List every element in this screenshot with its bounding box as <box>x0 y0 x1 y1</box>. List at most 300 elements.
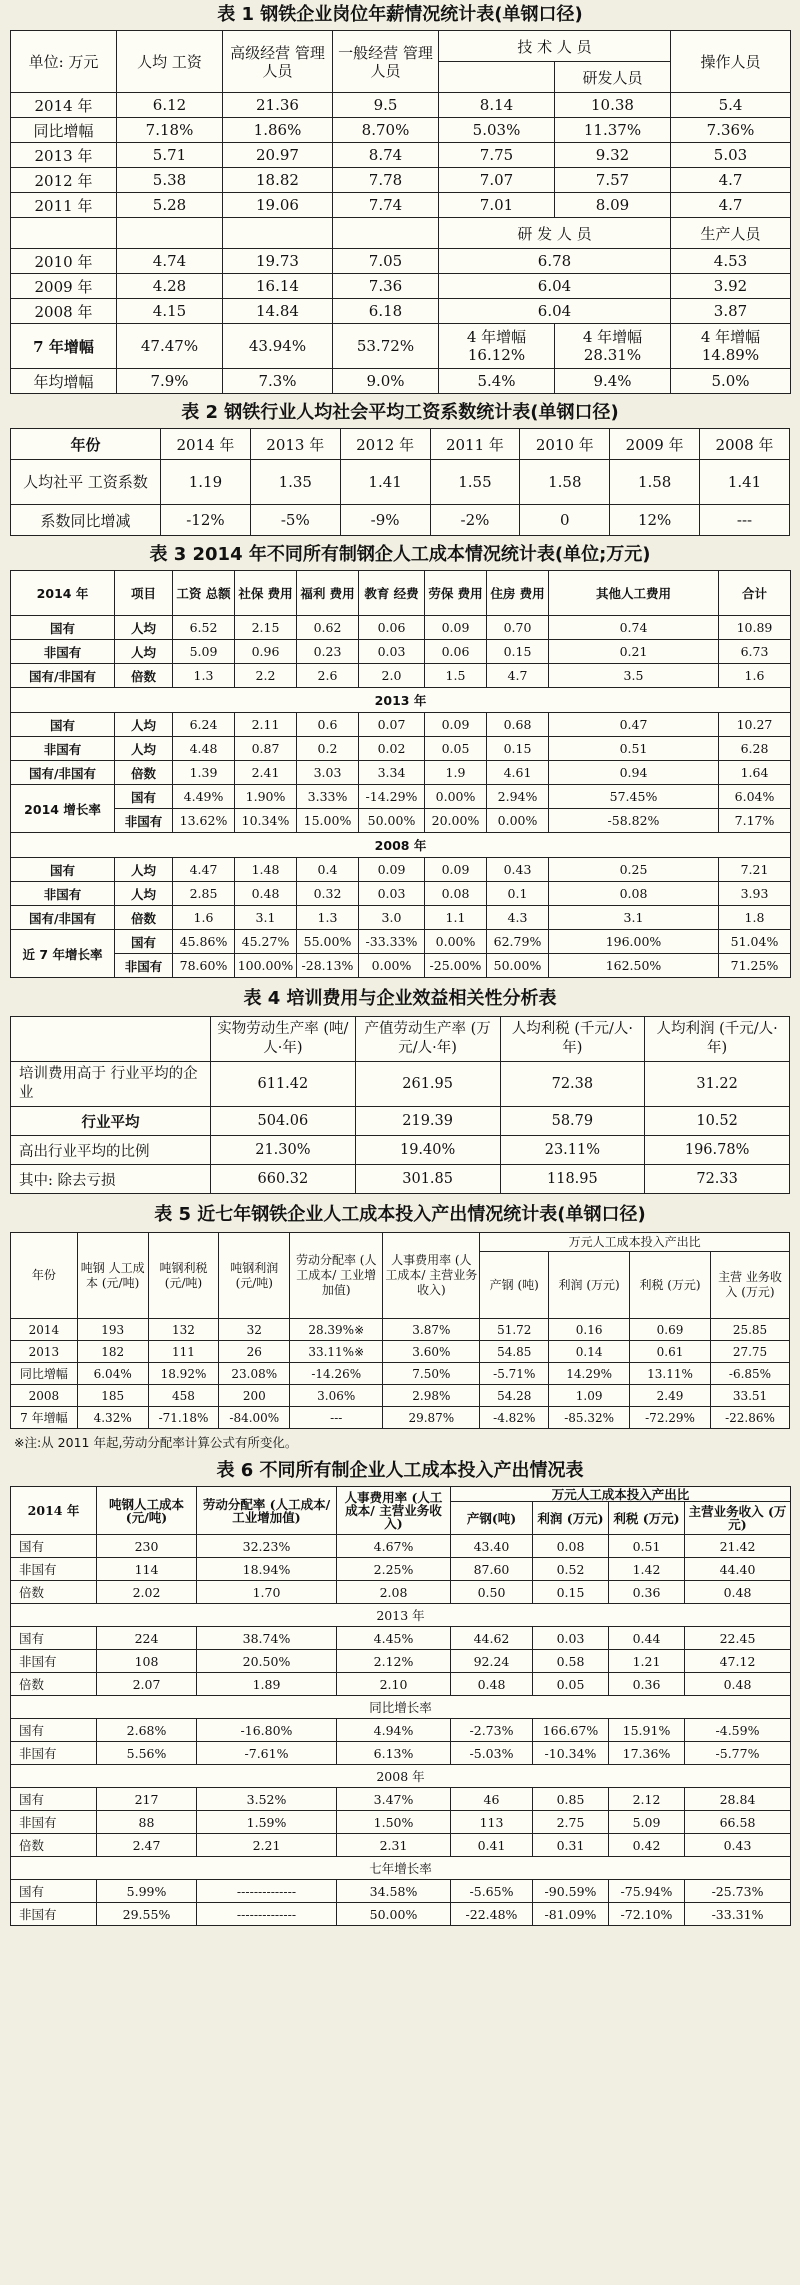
table-cell: 7.17% <box>719 809 791 833</box>
header-cell: 吨钢 人工成本 (元/吨) <box>77 1233 148 1319</box>
table-cell: 0.36 <box>609 1673 685 1696</box>
table-cell: 国有 <box>11 858 115 882</box>
header-cell <box>11 1017 211 1062</box>
header-cell: 劳动分配率 (人工成本/ 工业增加值) <box>290 1233 383 1319</box>
table-row <box>11 1017 790 1062</box>
table-3 <box>10 570 791 978</box>
header-cell: 万元人工成本投入产出比 <box>451 1487 791 1502</box>
table-cell: 26 <box>219 1341 290 1363</box>
table-cell: 非国有 <box>11 737 115 761</box>
header-cell: 研 发 人 员 <box>439 218 671 249</box>
table-cell: 50.00% <box>359 809 425 833</box>
table-cell: 5.4% <box>439 369 555 394</box>
table-cell: 20.50% <box>197 1650 337 1673</box>
table-cell: 1.9 <box>425 761 487 785</box>
table-row <box>11 1604 791 1627</box>
table-cell: -33.31% <box>685 1903 791 1926</box>
table-row <box>11 168 791 193</box>
table-2-title: 表 2 钢铁行业人均社会平均工资系数统计表(单钢口径) <box>181 402 619 423</box>
table-cell: 非国有 <box>11 1903 97 1926</box>
table-cell: 0.51 <box>549 737 719 761</box>
table-cell: 国有 <box>11 1535 97 1558</box>
table-3-title: 表 3 2014 年不同所有制钢企人工成本情况统计表(单位;万元) <box>149 544 651 565</box>
header-cell: 万元人工成本投入产出比 <box>480 1233 790 1252</box>
table-row <box>11 640 791 664</box>
table-cell: 0.00% <box>425 930 487 954</box>
table-cell: 20.97 <box>223 143 333 168</box>
table-row <box>11 193 791 218</box>
header-cell: 利税 (万元) <box>609 1502 685 1535</box>
table-cell: 0.21 <box>549 640 719 664</box>
table-cell: -2% <box>430 505 520 536</box>
table-cell: 0.44 <box>609 1627 685 1650</box>
table-cell: 18.82 <box>223 168 333 193</box>
table-4-title: 表 4 培训费用与企业效益相关性分析表 <box>243 988 557 1009</box>
table-cell: 261.95 <box>355 1062 500 1107</box>
table-cell: -16.80% <box>197 1719 337 1742</box>
table-cell: 倍数 <box>115 906 173 930</box>
table-cell: 1.64 <box>719 761 791 785</box>
table-cell: 1.5 <box>425 664 487 688</box>
table-cell: 18.92% <box>148 1363 219 1385</box>
table-row <box>11 882 791 906</box>
table-cell: 0.16 <box>549 1319 630 1341</box>
table-row <box>11 143 791 168</box>
table-cell: 4.53 <box>671 249 791 274</box>
table-row <box>11 460 790 505</box>
table-cell: 8.09 <box>555 193 671 218</box>
table-row <box>11 1136 790 1165</box>
table-cell: 27.75 <box>711 1341 790 1363</box>
header-cell: 高级经营 管理人员 <box>223 31 333 93</box>
header-cell: 人均利税 (千元/人·年) <box>500 1017 645 1062</box>
table-cell: 19.40% <box>355 1136 500 1165</box>
table-cell: 4.48 <box>173 737 235 761</box>
table-cell: 200 <box>219 1385 290 1407</box>
table-cell: -4.82% <box>480 1407 549 1429</box>
table-cell: 0.4 <box>297 858 359 882</box>
table-cell: 2013 <box>11 1341 78 1363</box>
header-cell: 2012 年 <box>340 429 430 460</box>
table-6-title: 表 6 不同所有制企业人工成本投入产出情况表 <box>216 1460 584 1481</box>
table-cell: -2.73% <box>451 1719 533 1742</box>
table-cell: 185 <box>77 1385 148 1407</box>
header-cell: 教育 经费 <box>359 571 425 616</box>
table-6 <box>10 1486 791 1926</box>
table-cell: 23.11% <box>500 1136 645 1165</box>
table-cell: 9.5 <box>333 93 439 118</box>
table-cell: 162.50% <box>549 954 719 978</box>
table-cell <box>11 218 117 249</box>
header-cell: 利税 (万元) <box>630 1252 711 1319</box>
table-cell: 2.02 <box>97 1581 197 1604</box>
table-cell: 0.00% <box>425 785 487 809</box>
table-cell: -5.03% <box>451 1742 533 1765</box>
table-cell: 7 年增幅 <box>11 1407 78 1429</box>
table-row <box>11 369 791 394</box>
table-cell: 非国有 <box>11 1558 97 1581</box>
table-cell: 1.6 <box>719 664 791 688</box>
table-cell: 132 <box>148 1319 219 1341</box>
table-cell: 0.15 <box>487 640 549 664</box>
table-cell: 166.67% <box>533 1719 609 1742</box>
table-cell: 2012 年 <box>11 168 117 193</box>
table-cell: 46 <box>451 1788 533 1811</box>
table-cell: 7.74 <box>333 193 439 218</box>
table-cell: 0.74 <box>549 616 719 640</box>
header-cell: 主营业务收入 (万元) <box>685 1502 791 1535</box>
table-cell: 人均 <box>115 713 173 737</box>
table-cell: 4.47 <box>173 858 235 882</box>
table-cell: 7.78 <box>333 168 439 193</box>
table-cell: 倍数 <box>11 1834 97 1857</box>
table-cell: 国有 <box>115 930 173 954</box>
table-cell: 0.43 <box>487 858 549 882</box>
table-cell: 6.04% <box>719 785 791 809</box>
table-cell: -72.29% <box>630 1407 711 1429</box>
table-cell: -22.86% <box>711 1407 790 1429</box>
table-cell: -22.48% <box>451 1903 533 1926</box>
table-cell: 7.36% <box>671 118 791 143</box>
table-cell: 72.38 <box>500 1062 645 1107</box>
table-cell: 22.45 <box>685 1627 791 1650</box>
table-row <box>11 785 791 809</box>
table-cell: 111 <box>148 1341 219 1363</box>
header-cell: 主营 业务收入 (万元) <box>711 1252 790 1319</box>
table-cell: 年均增幅 <box>11 369 117 394</box>
header-cell: 2014 年 <box>161 429 251 460</box>
table-cell: 10.27 <box>719 713 791 737</box>
table-cell: 0.50 <box>451 1581 533 1604</box>
section-heading: 2013 年 <box>11 688 791 713</box>
table-cell: -------------- <box>197 1903 337 1926</box>
table-cell: 51.72 <box>480 1319 549 1341</box>
table-cell: 14.84 <box>223 299 333 324</box>
header-cell: 吨钢利润 (元/吨) <box>219 1233 290 1319</box>
table-cell: -------------- <box>197 1880 337 1903</box>
table-cell: 5.38 <box>117 168 223 193</box>
table-cell: 7.07 <box>439 168 555 193</box>
table-cell: 0.06 <box>359 616 425 640</box>
table-cell: 1.48 <box>235 858 297 882</box>
table-cell: 301.85 <box>355 1165 500 1194</box>
table-cell: 3.5 <box>549 664 719 688</box>
table-cell: 0.23 <box>297 640 359 664</box>
table-cell: 0.02 <box>359 737 425 761</box>
table-cell: 2014 增长率 <box>11 785 115 833</box>
table-row <box>11 688 791 713</box>
table-row <box>11 737 791 761</box>
header-cell: 其他人工费用 <box>549 571 719 616</box>
table-cell: 2.68% <box>97 1719 197 1742</box>
table-cell: 71.25% <box>719 954 791 978</box>
header-cell: 福利 费用 <box>297 571 359 616</box>
table-cell: 72.33 <box>645 1165 790 1194</box>
table-cell: 3.52% <box>197 1788 337 1811</box>
table-cell: 0.48 <box>451 1673 533 1696</box>
table-cell: 2.98% <box>383 1385 480 1407</box>
table-1 <box>10 30 791 394</box>
table-cell: 5.28 <box>117 193 223 218</box>
table-cell: -14.29% <box>359 785 425 809</box>
table-cell: 3.47% <box>337 1788 451 1811</box>
table-cell: 54.28 <box>480 1385 549 1407</box>
table-cell: 0.42 <box>609 1834 685 1857</box>
table-cell: 6.18 <box>333 299 439 324</box>
table-row <box>11 93 791 118</box>
table-cell: 13.11% <box>630 1363 711 1385</box>
table-cell: -90.59% <box>533 1880 609 1903</box>
table-cell: 21.36 <box>223 93 333 118</box>
table-cell: 系数同比增减 <box>11 505 161 536</box>
table-cell: 8.70% <box>333 118 439 143</box>
table-cell: 3.0 <box>359 906 425 930</box>
table-cell: 0.05 <box>425 737 487 761</box>
header-cell: 技 术 人 员 <box>439 31 671 62</box>
table-cell: 2010 年 <box>11 249 117 274</box>
table-cell: 倍数 <box>11 1581 97 1604</box>
table-cell: 4.94% <box>337 1719 451 1742</box>
table-cell: 32 <box>219 1319 290 1341</box>
header-cell: 2008 年 <box>700 429 790 460</box>
table-row <box>11 1903 791 1926</box>
table-cell: 5.71 <box>117 143 223 168</box>
table-cell: 1.3 <box>297 906 359 930</box>
header-cell: 住房 费用 <box>487 571 549 616</box>
table-cell: -14.26% <box>290 1363 383 1385</box>
table-cell: 0.70 <box>487 616 549 640</box>
table-cell: 倍数 <box>115 761 173 785</box>
table-cell: 7.9% <box>117 369 223 394</box>
table-cell: 5.99% <box>97 1880 197 1903</box>
table-row <box>11 1650 791 1673</box>
table-cell: 2.0 <box>359 664 425 688</box>
table-cell: 0.47 <box>549 713 719 737</box>
table-row <box>11 1341 790 1363</box>
table-cell: 3.92 <box>671 274 791 299</box>
table-1-title: 表 1 钢铁企业岗位年薪情况统计表(单钢口径) <box>217 4 583 25</box>
table-cell: 2008 <box>11 1385 78 1407</box>
table-cell: 6.12 <box>117 93 223 118</box>
table-row <box>11 1742 791 1765</box>
table-cell: 224 <box>97 1627 197 1650</box>
table-cell: 1.35 <box>250 460 340 505</box>
table-cell: 8.14 <box>439 93 555 118</box>
table-cell: 10.34% <box>235 809 297 833</box>
table-cell: 45.27% <box>235 930 297 954</box>
header-cell: 2011 年 <box>430 429 520 460</box>
table-cell: 2011 年 <box>11 193 117 218</box>
table-cell: -10.34% <box>533 1742 609 1765</box>
table-cell: 2.85 <box>173 882 235 906</box>
table-cell: 1.6 <box>173 906 235 930</box>
table-cell: 7.01 <box>439 193 555 218</box>
table-cell: -5% <box>250 505 340 536</box>
table-cell: 0.09 <box>425 858 487 882</box>
table-cell: 4.3 <box>487 906 549 930</box>
table-cell: 9.0% <box>333 369 439 394</box>
table-row <box>11 1696 791 1719</box>
table-cell: 2.41 <box>235 761 297 785</box>
table-row <box>11 571 791 616</box>
table-cell: 高出行业平均的比例 <box>11 1136 211 1165</box>
header-cell: 项目 <box>115 571 173 616</box>
table-cell: 15.91% <box>609 1719 685 1742</box>
table-cell: 国有/非国有 <box>11 906 115 930</box>
table-cell: 3.1 <box>235 906 297 930</box>
table-cell: 21.42 <box>685 1535 791 1558</box>
table-cell: 2.94% <box>487 785 549 809</box>
section-heading: 2008 年 <box>11 833 791 858</box>
table-cell: -6.85% <box>711 1363 790 1385</box>
table-cell: -12% <box>161 505 251 536</box>
table-cell: 4.32% <box>77 1407 148 1429</box>
header-cell: 2014 年 <box>11 1487 97 1535</box>
table-row <box>11 1880 791 1903</box>
table-cell: -81.09% <box>533 1903 609 1926</box>
table-cell: 1.19 <box>161 460 251 505</box>
table-cell: 2.08 <box>337 1581 451 1604</box>
table-cell: 25.85 <box>711 1319 790 1341</box>
table-cell: 2014 <box>11 1319 78 1341</box>
table-cell: 19.73 <box>223 249 333 274</box>
table-cell: 28.39%※ <box>290 1319 383 1341</box>
table-cell <box>117 218 223 249</box>
table-row <box>11 833 791 858</box>
table-cell: 44.40 <box>685 1558 791 1581</box>
table-cell: 5.4 <box>671 93 791 118</box>
table-cell: 6.04 <box>439 299 671 324</box>
table-cell: 458 <box>148 1385 219 1407</box>
table-cell: 国有 <box>11 1627 97 1650</box>
table-row <box>11 1233 790 1252</box>
table-cell: 13.62% <box>173 809 235 833</box>
table-cell: 1.86% <box>223 118 333 143</box>
table-cell: 人均 <box>115 616 173 640</box>
table-cell: 2.75 <box>533 1811 609 1834</box>
table-cell: 3.34 <box>359 761 425 785</box>
table-cell: 43.40 <box>451 1535 533 1558</box>
table-cell: 人均 <box>115 640 173 664</box>
section-heading: 2008 年 <box>11 1765 791 1788</box>
table-cell: 78.60% <box>173 954 235 978</box>
table-cell: 3.1 <box>549 906 719 930</box>
table-cell: 11.37% <box>555 118 671 143</box>
table-cell: 54.85 <box>480 1341 549 1363</box>
table-4 <box>10 1016 790 1194</box>
table-cell: 0.87 <box>235 737 297 761</box>
table-cell: 4.67% <box>337 1535 451 1558</box>
table-row <box>11 1765 791 1788</box>
table-cell: -75.94% <box>609 1880 685 1903</box>
table-cell: 88 <box>97 1811 197 1834</box>
table-cell: 4.7 <box>671 168 791 193</box>
table-cell: 1.58 <box>520 460 610 505</box>
table-cell: 196.00% <box>549 930 719 954</box>
table-cell: 23.08% <box>219 1363 290 1385</box>
table-cell: -4.59% <box>685 1719 791 1742</box>
table-cell: 培训费用高于 行业平均的企业 <box>11 1062 211 1107</box>
table-cell: 0.14 <box>549 1341 630 1363</box>
table-cell: 108 <box>97 1650 197 1673</box>
table-cell: 113 <box>451 1811 533 1834</box>
table-cell: -58.82% <box>549 809 719 833</box>
table-cell: 国有/非国有 <box>11 664 115 688</box>
table-cell: -71.18% <box>148 1407 219 1429</box>
table-cell: 6.13% <box>337 1742 451 1765</box>
table-cell: 4.45% <box>337 1627 451 1650</box>
table-cell: 0.08 <box>533 1535 609 1558</box>
table-cell: 0.32 <box>297 882 359 906</box>
table-cell: 32.23% <box>197 1535 337 1558</box>
table-cell: -25.73% <box>685 1880 791 1903</box>
table-cell: 53.72% <box>333 324 439 369</box>
table-cell: 同比增幅 <box>11 118 117 143</box>
table-cell: 0 <box>520 505 610 536</box>
table-cell: -33.33% <box>359 930 425 954</box>
table-cell: 0.1 <box>487 882 549 906</box>
table-cell: 8.74 <box>333 143 439 168</box>
table-row <box>11 1811 791 1834</box>
header-cell: 吨钢人工成本 (元/吨) <box>97 1487 197 1535</box>
table-cell: 51.04% <box>719 930 791 954</box>
table-cell: 55.00% <box>297 930 359 954</box>
table-cell: 非国有 <box>11 1650 97 1673</box>
table-cell: -85.32% <box>549 1407 630 1429</box>
table-cell: 3.87% <box>383 1319 480 1341</box>
table-cell: 1.89 <box>197 1673 337 1696</box>
table-cell: 非国有 <box>11 882 115 906</box>
table-cell: 3.03 <box>297 761 359 785</box>
table-row <box>11 274 791 299</box>
table-cell: 16.14 <box>223 274 333 299</box>
table-row <box>11 664 791 688</box>
header-cell: 研发人员 <box>555 62 671 93</box>
table-cell: 0.03 <box>359 882 425 906</box>
table-cell: 92.24 <box>451 1650 533 1673</box>
table-cell: 0.03 <box>533 1627 609 1650</box>
table-cell: 0.00% <box>487 809 549 833</box>
table-cell: 196.78% <box>645 1136 790 1165</box>
table-cell: 2008 年 <box>11 299 117 324</box>
header-cell: 2013 年 <box>250 429 340 460</box>
table-cell: 1.1 <box>425 906 487 930</box>
table-cell: 0.31 <box>533 1834 609 1857</box>
header-cell: 产钢(吨) <box>451 1502 533 1535</box>
table-row <box>11 429 790 460</box>
header-cell: 人均利润 (千元/人·年) <box>645 1017 790 1062</box>
table-cell: 4 年增幅 14.89% <box>671 324 791 369</box>
table-5-title: 表 5 近七年钢铁企业人工成本投入产出情况统计表(单钢口径) <box>154 1204 646 1225</box>
table-cell: 0.09 <box>425 616 487 640</box>
table-cell: 62.79% <box>487 930 549 954</box>
table-cell: -7.61% <box>197 1742 337 1765</box>
table-row <box>11 118 791 143</box>
table-cell: --- <box>290 1407 383 1429</box>
table-cell: 0.48 <box>235 882 297 906</box>
table-5 <box>10 1232 790 1429</box>
table-cell: 4 年增幅 28.31% <box>555 324 671 369</box>
header-cell: 年份 <box>11 429 161 460</box>
table-cell: 6.78 <box>439 249 671 274</box>
table-cell: 1.42 <box>609 1558 685 1581</box>
table-cell: 国有 <box>11 1719 97 1742</box>
table-row <box>11 1363 790 1385</box>
table-cell: 6.28 <box>719 737 791 761</box>
table-cell: 1.41 <box>340 460 430 505</box>
table-cell: 6.24 <box>173 713 235 737</box>
header-cell: 工资 总额 <box>173 571 235 616</box>
